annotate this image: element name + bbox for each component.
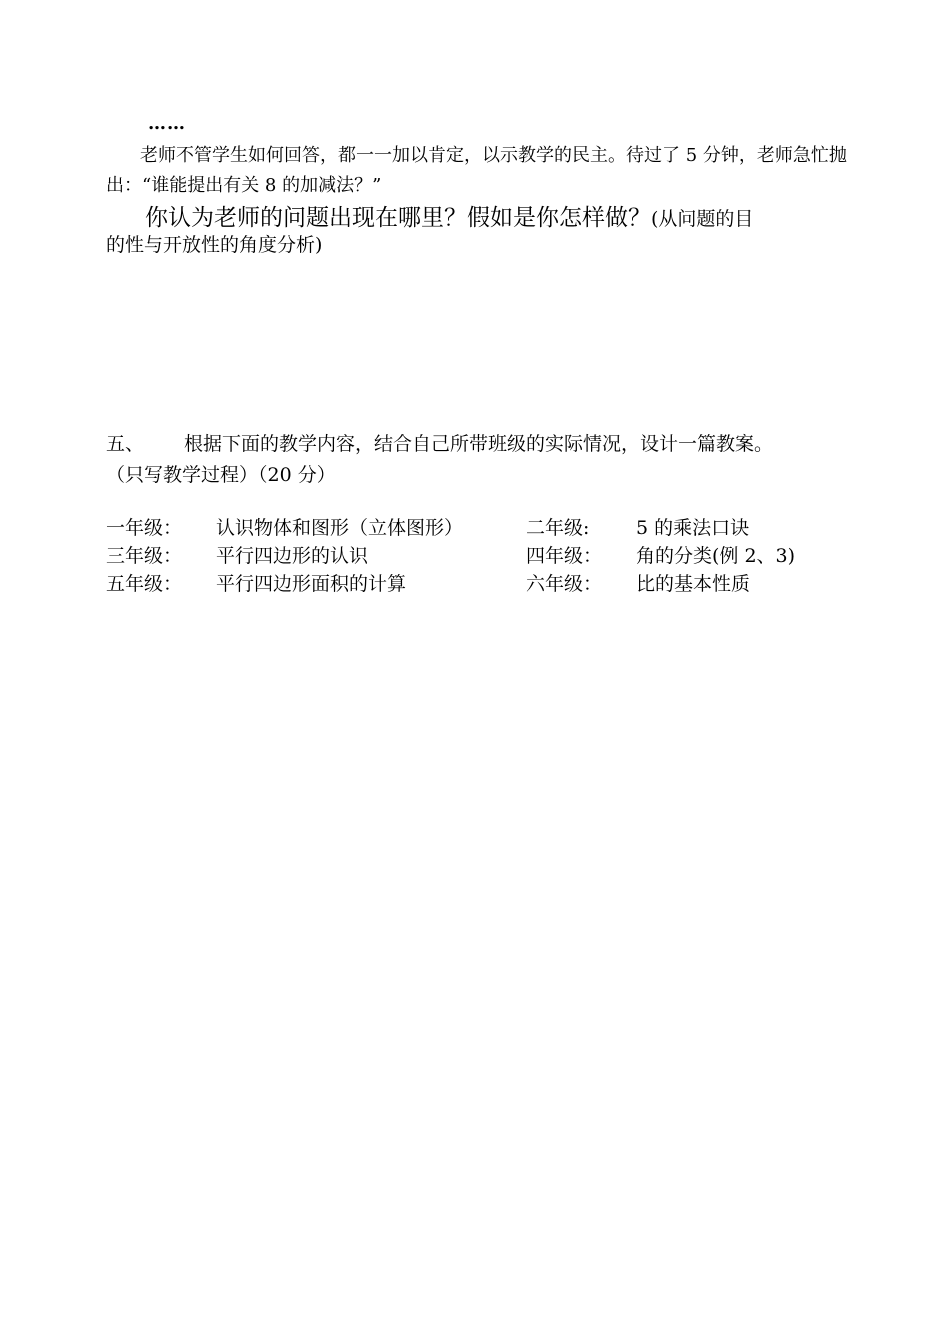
grade-label: 三年级：: [106, 545, 183, 567]
case-paragraph-text: 老师不管学生如何回答，都一一加以肯定，以示教学的民主。待过了 5 分钟，老师急忙抛出：“谁能提出有关 8 的加减法？”: [106, 145, 847, 196]
grade-label: 二年级:: [526, 517, 590, 539]
section-instruction: 根据下面的教学内容，结合自己所带班级的实际情况，设计一篇教案。: [184, 433, 774, 455]
question-line-1: [145, 199, 753, 232]
case-paragraph: [106, 141, 851, 201]
grade-topic: 比的基本性质: [636, 573, 751, 595]
grade-row: [106, 514, 836, 542]
ellipsis: ……: [148, 113, 186, 134]
grade-label: 四年级：: [526, 545, 603, 567]
question-hint-end: 的性与开放性的角度分析): [106, 234, 323, 256]
grade-topic: 平行四边形面积的计算: [216, 573, 407, 595]
grade-label: 六年级：: [526, 573, 603, 595]
grade-row: [106, 570, 836, 598]
section-number: 五、: [106, 433, 145, 455]
grade-topic: 5 的乘法口诀: [636, 517, 750, 539]
grade-label: 一年级：: [106, 517, 183, 539]
grade-topics-table: [106, 514, 836, 598]
question-main: 你认为老师的问题出现在哪里？假如是你怎样做？: [145, 205, 651, 231]
section-5-heading: [106, 429, 773, 456]
grade-label: 五年级：: [106, 573, 183, 595]
grade-topic: 认识物体和图形（立体图形）: [216, 517, 464, 539]
grade-row: [106, 542, 836, 570]
grade-topic: 平行四边形的认识: [216, 545, 369, 567]
grade-topic: 角的分类(例 2、3): [636, 545, 796, 567]
section-note: （只写教学过程）（20 分）: [106, 464, 336, 486]
question-hint-start: (从问题的目: [651, 208, 754, 230]
